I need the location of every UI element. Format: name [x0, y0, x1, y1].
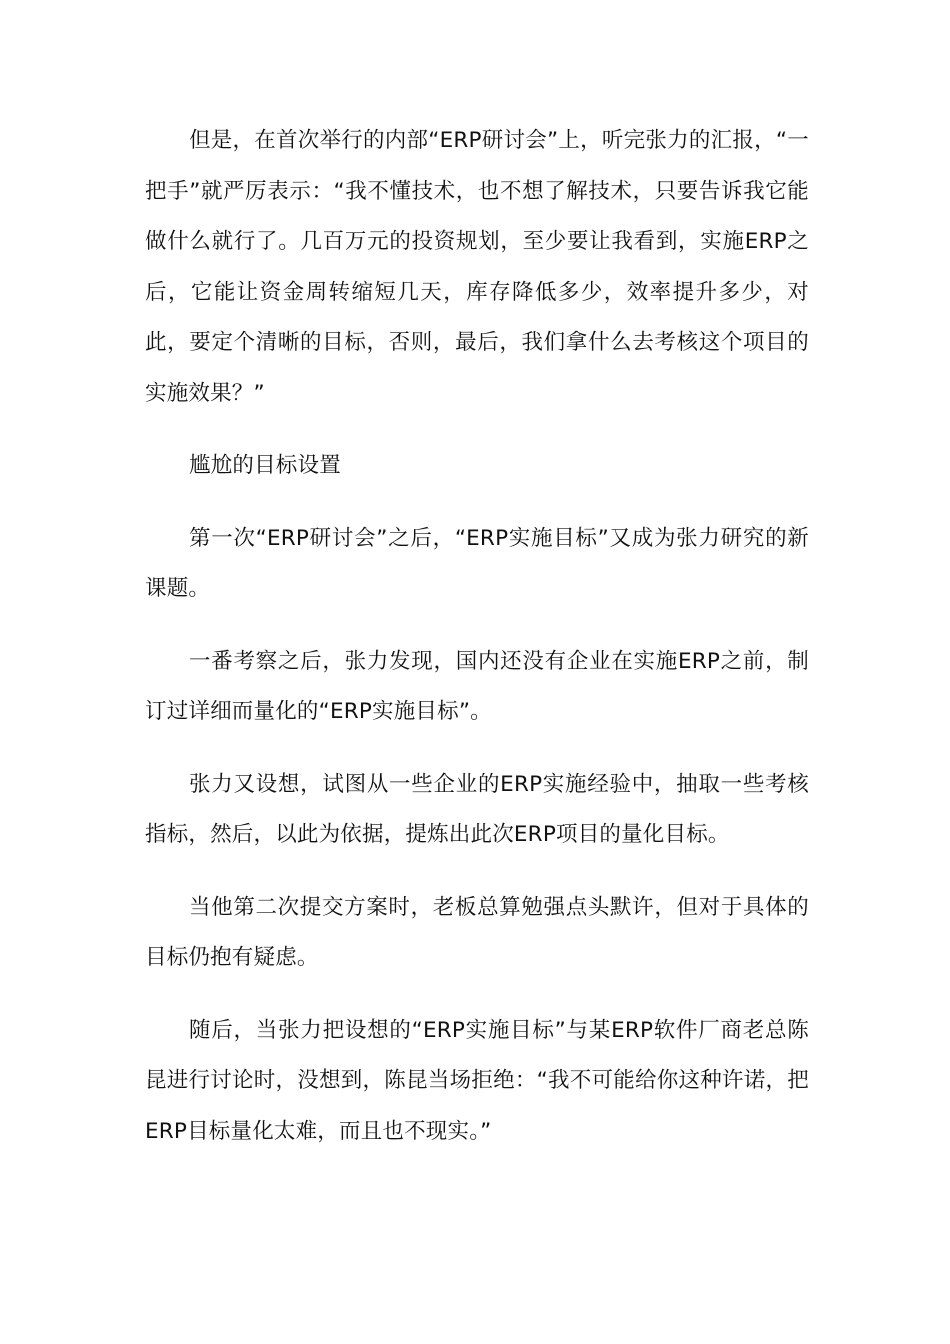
paragraph-1: 但是，在首次举行的内部“ERP研讨会”上，听完张力的汇报，“一把手”就严厉表示：“我不懂技术，也不想了解技术，只要告诉我它能做什么就行了。几百万元的投资规划，至少要让我看到，实施ERP之后，它能让资金周转缩短几天，库存降低多少，效率提升多少，对此，要定个清晰的目标，否则，最后，我们拿什么去考核这个项目的实施效果？”	[145, 128, 809, 406]
document-body	[145, 116, 809, 1179]
paragraph-4: 张力又设想，试图从一些企业的ERP实施经验中，抽取一些考核指标，然后，以此为依据，提炼出此次ERP项目的量化目标。	[145, 771, 809, 847]
paragraph-6: 随后，当张力把设想的“ERP实施目标”与某ERP软件厂商老总陈昆进行讨论时，没想到，陈昆当场拒绝：“我不可能给你这种许诺，把ERP目标量化太难，而且也不现实。”	[145, 1017, 809, 1144]
paragraph-3: 一番考察之后，张力发现，国内还没有企业在实施ERP之前，制订过详细而量化的“ERP实施目标”。	[145, 648, 809, 724]
paragraph-2: 第一次“ERP研讨会”之后，“ERP实施目标”又成为张力研究的新课题。	[145, 525, 809, 601]
section-heading: 尴尬的目标设置	[189, 453, 341, 478]
paragraph-5: 当他第二次提交方案时，老板总算勉强点头默许，但对于具体的目标仍抱有疑虑。	[145, 894, 809, 970]
